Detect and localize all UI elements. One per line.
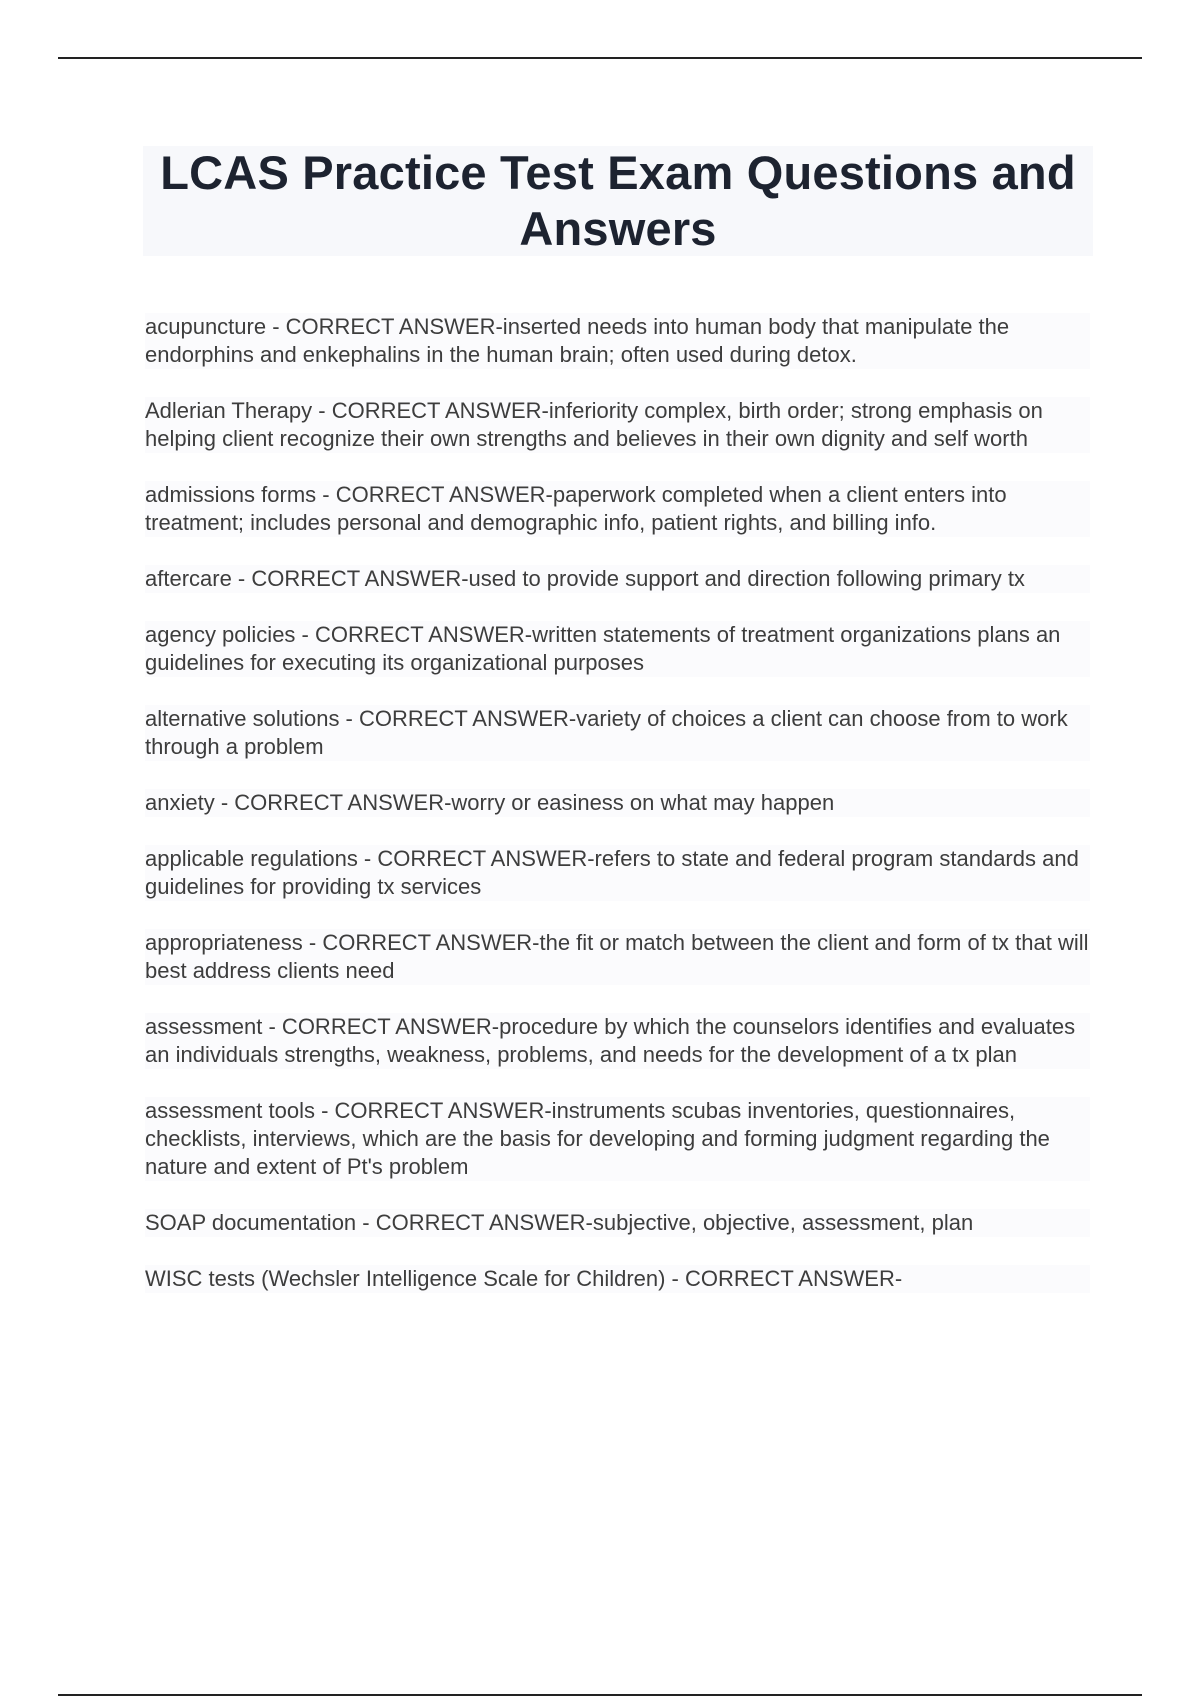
qa-entry: aftercare - CORRECT ANSWER-used to provide support and direction following primary tx	[145, 565, 1090, 593]
qa-entry: alternative solutions - CORRECT ANSWER-variety of choices a client can choose from to work through a problem	[145, 705, 1090, 761]
qa-entry: appropriateness - CORRECT ANSWER-the fit or match between the client and form of tx that will best address clients need	[145, 930, 1089, 983]
qa-list	[145, 313, 1090, 1321]
qa-entry: SOAP documentation - CORRECT ANSWER-subjective, objective, assessment, plan	[145, 1209, 1090, 1237]
bottom-rule	[58, 1694, 1142, 1696]
qa-entry: assessment tools - CORRECT ANSWER-instruments scubas inventories, questionnaires, checklists, interviews, which are the basis for developing and forming judgment regarding the nature and extent of Pt's problem	[145, 1097, 1090, 1181]
qa-entry: applicable regulations - CORRECT ANSWER-refers to state and federal program standards and guidelines for providing tx services	[145, 845, 1090, 901]
qa-entry: acupuncture - CORRECT ANSWER-inserted needs into human body that manipulate the endorphins and enkephalins in the human brain; often used during detox.	[145, 313, 1090, 369]
qa-entry: WISC tests (Wechsler Intelligence Scale for Children) - CORRECT ANSWER-	[145, 1265, 1090, 1293]
top-rule	[58, 57, 1142, 59]
document-title: LCAS Practice Test Exam Questions and Answers	[160, 146, 1076, 255]
qa-entry: Adlerian Therapy - CORRECT ANSWER-inferiority complex, birth order; strong emphasis on helping client recognize their own strengths and believes in their own dignity and self worth	[145, 397, 1090, 453]
qa-entry: anxiety - CORRECT ANSWER-worry or easiness on what may happen	[145, 789, 1090, 817]
qa-entry: assessment - CORRECT ANSWER-procedure by which the counselors identifies and evaluates an individuals strengths, weakness, problems, and needs for the development of a tx plan	[145, 1013, 1090, 1069]
qa-entry: agency policies - CORRECT ANSWER-written statements of treatment organizations plans an guidelines for executing its organizational purposes	[145, 621, 1090, 677]
title-block	[143, 146, 1093, 256]
qa-entry: admissions forms - CORRECT ANSWER-paperwork completed when a client enters into treatment; includes personal and demographic info, patient rights, and billing info.	[145, 481, 1090, 537]
